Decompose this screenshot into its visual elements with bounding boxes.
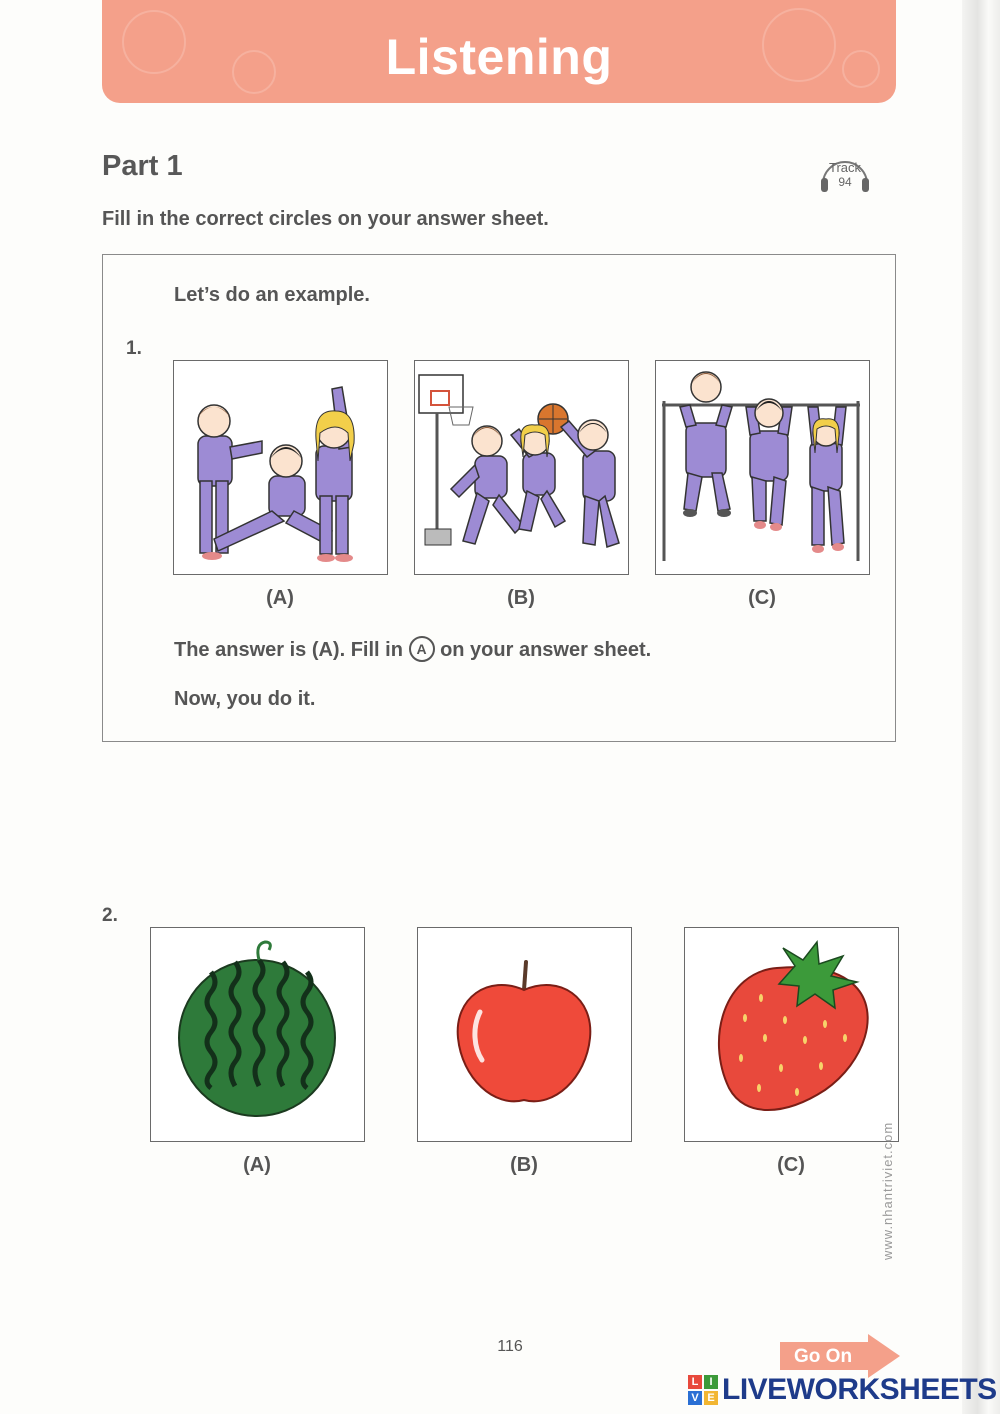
liveworksheets-brand: [688, 1370, 997, 1410]
page-number: 116: [497, 1338, 523, 1355]
basketball-kids-illustration: [415, 361, 627, 573]
question-2-option-a-label: (A): [243, 1154, 271, 1176]
strawberry-illustration: [685, 928, 897, 1140]
apple-illustration: [418, 928, 630, 1140]
liveworksheets-logo-icon: L I V E: [688, 1375, 718, 1405]
example-option-a-label: (A): [266, 587, 294, 609]
question-2-option-b-image[interactable]: [417, 927, 632, 1142]
example-option-b-label: (B): [507, 587, 535, 609]
stretching-kids-illustration: [174, 361, 386, 573]
question-2-number: 2.: [102, 905, 118, 926]
answer-text-before: The answer is (A). Fill in: [174, 639, 403, 661]
part-title: Part 1: [102, 150, 183, 182]
track-number: 94: [838, 175, 852, 189]
section-title: Listening: [385, 29, 613, 85]
audio-track-badge[interactable]: [818, 146, 872, 200]
go-on-label: Go On: [794, 1346, 853, 1367]
liveworksheets-wordmark: LIVEWORKSHEETS: [722, 1373, 997, 1406]
example-option-c-image[interactable]: [655, 360, 870, 575]
track-label: Track: [828, 160, 862, 175]
example-option-b-image[interactable]: [414, 360, 629, 575]
answer-text-after: on your answer sheet.: [440, 639, 652, 661]
section-banner: [102, 0, 896, 103]
pullup-kids-illustration: [656, 361, 868, 573]
question-2-option-b-label: (B): [510, 1154, 538, 1176]
side-website-url: www.nhantriviet.com: [880, 1121, 895, 1260]
instruction-text: Fill in the correct circles on your answer sheet.: [102, 208, 549, 230]
example-option-c-label: (C): [748, 587, 776, 609]
question-1-number: 1.: [126, 338, 142, 359]
question-2-option-c-label: (C): [777, 1154, 805, 1176]
question-2-option-c-image[interactable]: [684, 927, 899, 1142]
now-you-do-it-text: Now, you do it.: [174, 688, 316, 710]
answer-circle-a: A: [409, 636, 435, 662]
page-edge-shadow: [962, 0, 1000, 1414]
example-answer-text: [174, 636, 651, 662]
example-intro: Let’s do an example.: [174, 284, 370, 306]
question-2-option-a-image[interactable]: [150, 927, 365, 1142]
watermelon-illustration: [151, 928, 363, 1140]
example-option-a-image[interactable]: [173, 360, 388, 575]
